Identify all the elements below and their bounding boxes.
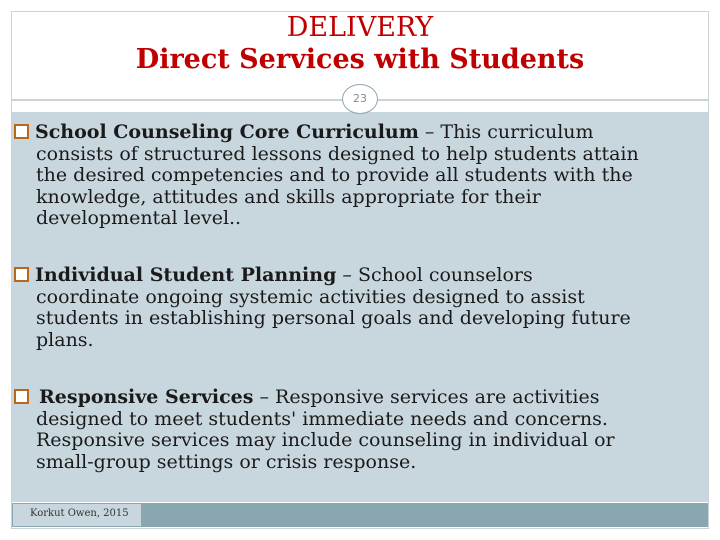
bullet-line: consists of structured lessons designed to help students attain [36, 142, 639, 165]
bullet-heading: Individual Student Planning [35, 264, 337, 286]
bullet-first-line-rest: – School counselors [336, 264, 533, 286]
bullet-line: Responsive services may include counseling in individual or [36, 429, 615, 452]
bullet-item-student-planning [14, 265, 682, 351]
checkbox-icon [14, 389, 29, 404]
bullet-first-line-rest: – This curriculum [418, 121, 594, 143]
bullet-heading: Responsive Services [39, 386, 254, 408]
checkbox-icon [14, 124, 29, 139]
checkbox-icon [14, 267, 29, 282]
footer-credit: Korkut Owen, 2015 [30, 508, 129, 519]
bullet-line: small-group settings or crisis response. [36, 450, 417, 473]
title-line-2: Direct Services with Students [135, 44, 585, 75]
bullet-line: designed to meet students' immediate needs and concerns. [36, 407, 608, 430]
bullet-first-line-rest: – Responsive services are activities [253, 386, 600, 408]
page-number-badge: 23 [342, 84, 378, 114]
bullet-first-line [14, 387, 682, 409]
title-line-1: DELIVERY [286, 12, 434, 43]
bullet-first-line-text [39, 387, 599, 409]
bullet-line: students in establishing personal goals and developing future [36, 307, 631, 330]
bullet-line: the desired competencies and to provide all students with the [36, 164, 633, 187]
bullet-first-line-text [35, 122, 594, 144]
bullet-heading: School Counseling Core Curriculum [35, 121, 419, 143]
bullet-line: coordinate ongoing systemic activities designed to assist [36, 285, 585, 308]
bullet-first-line [14, 265, 682, 287]
bullet-first-line [14, 122, 682, 144]
bullet-line: plans. [36, 328, 94, 351]
bullet-item-responsive-services [14, 387, 682, 473]
bullet-line: developmental level.. [36, 207, 242, 230]
bullet-line: knowledge, attitudes and skills appropriate for their [36, 185, 541, 208]
bullet-first-line-text [35, 265, 533, 287]
bullet-item-core-curriculum [14, 122, 682, 230]
